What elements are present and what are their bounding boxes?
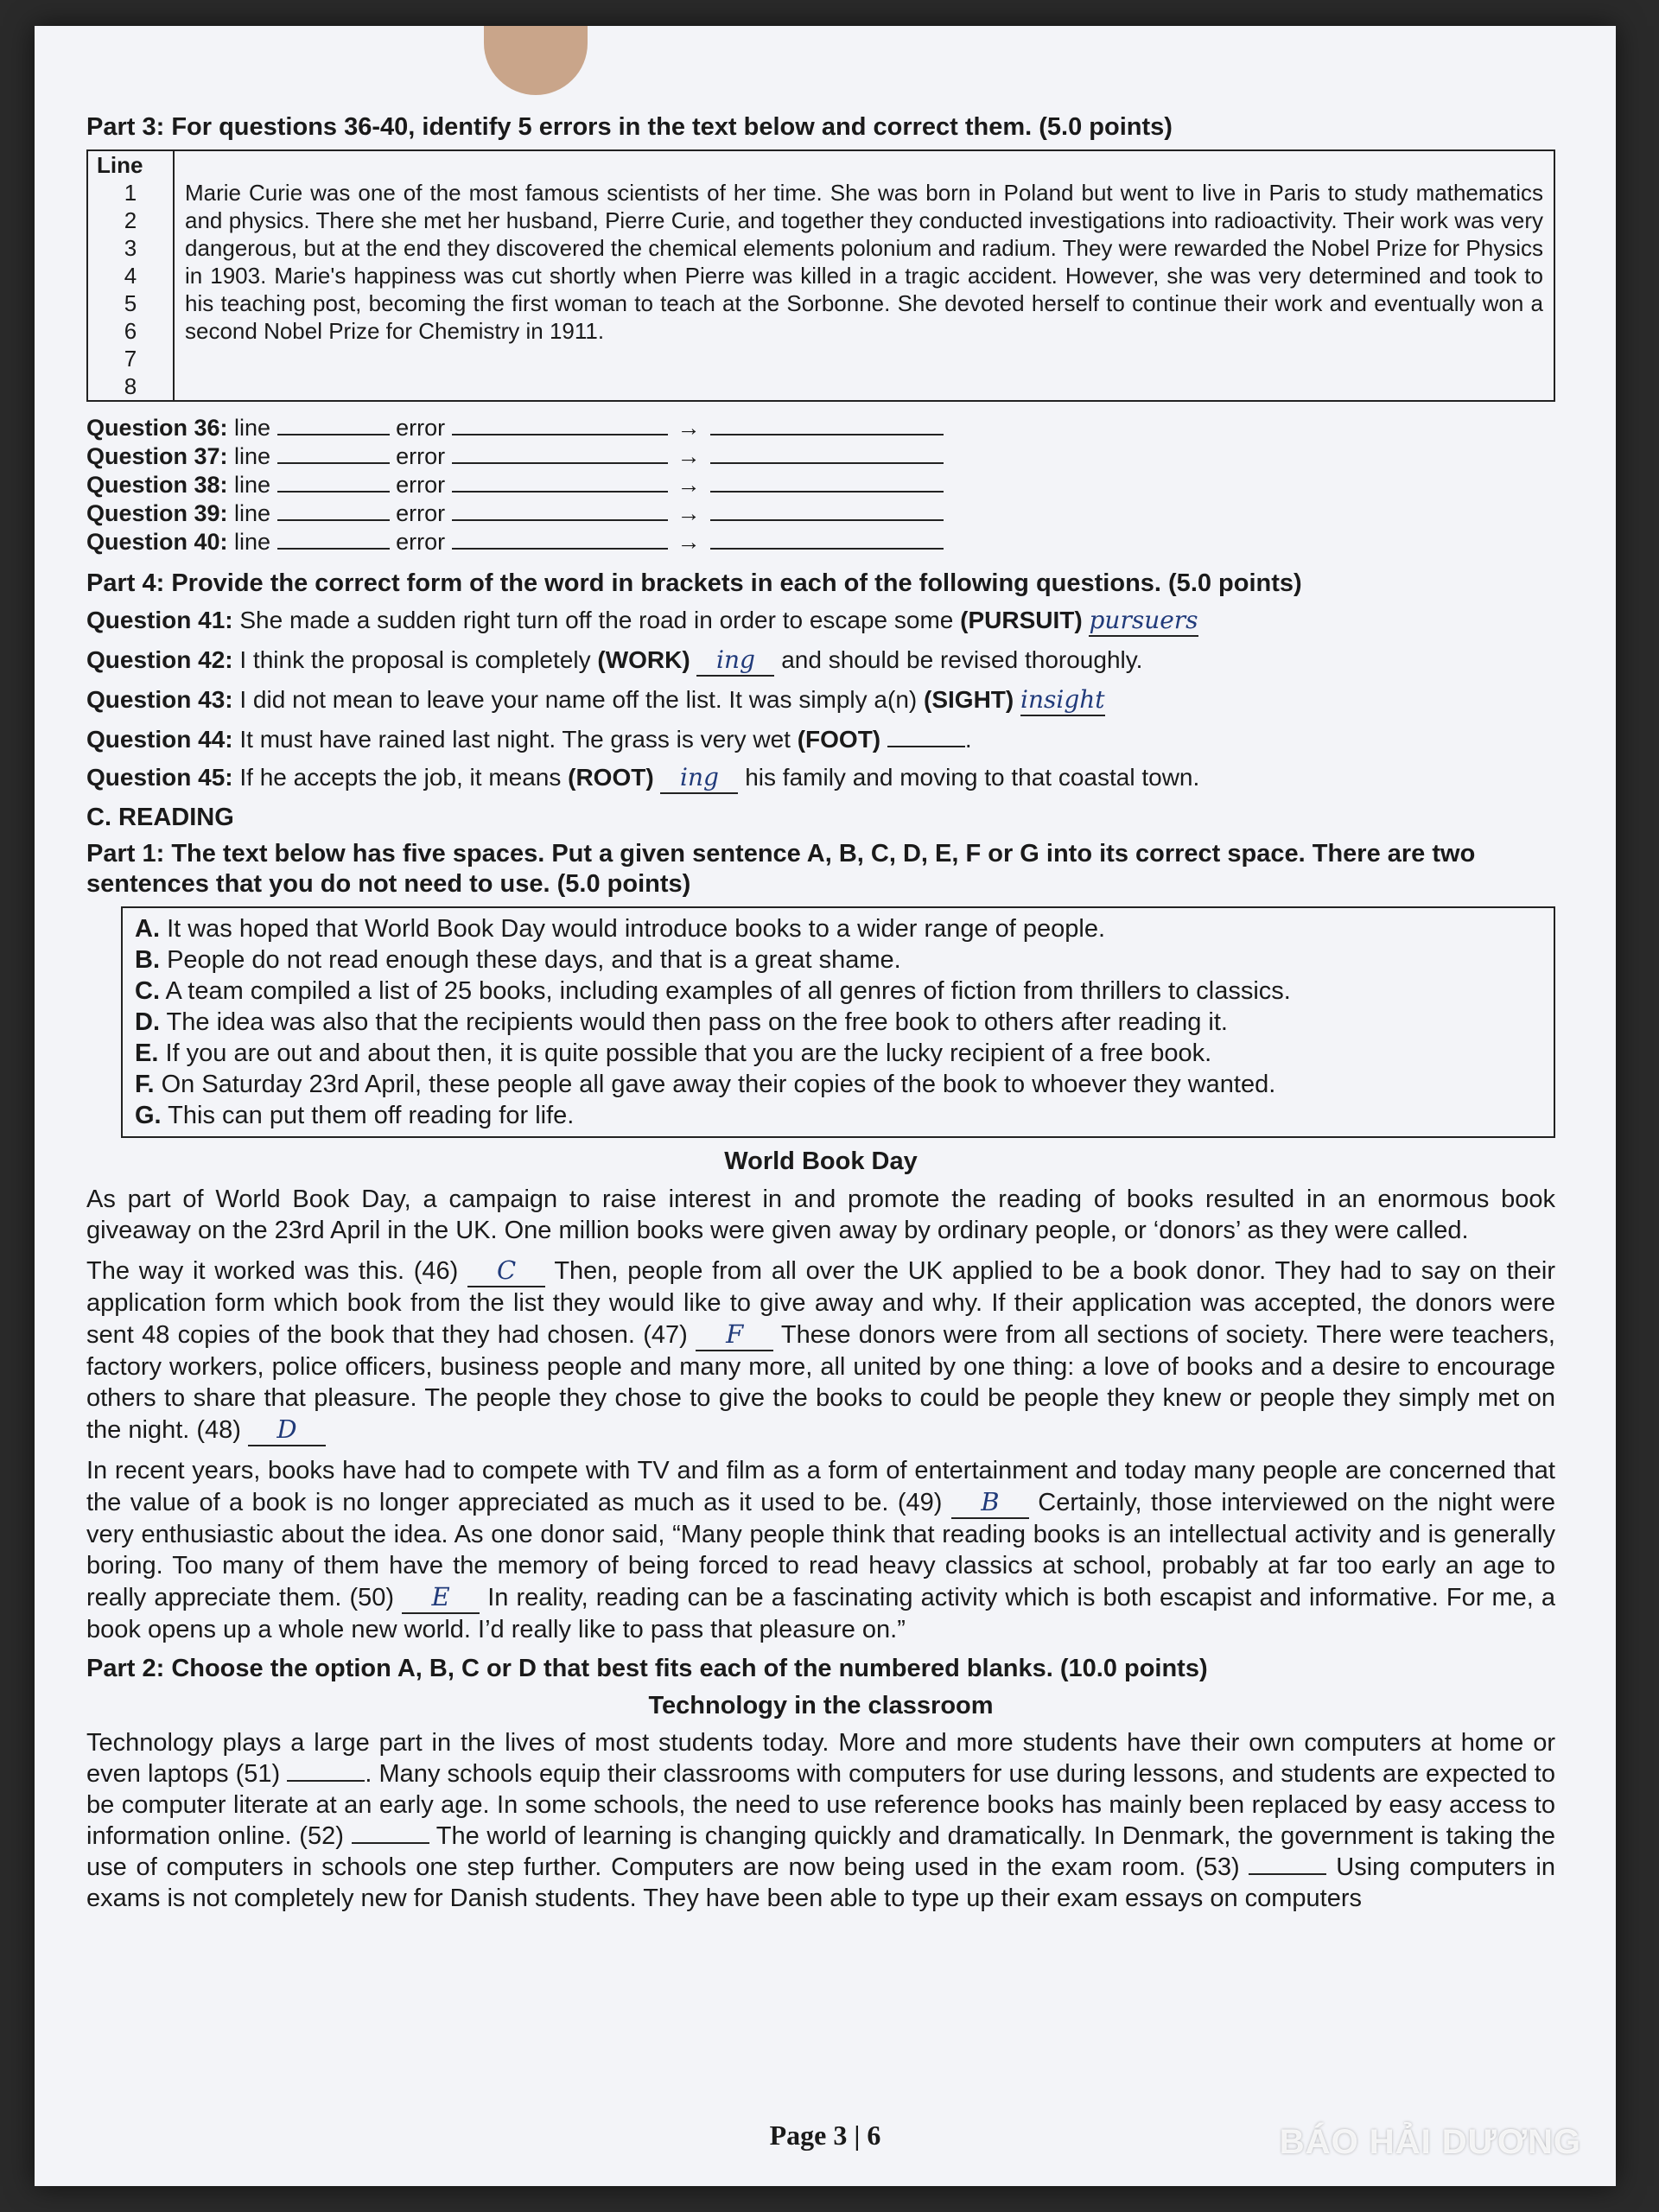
answer-blank[interactable]: insight <box>1020 685 1105 716</box>
marie-curie-text: Marie Curie was one of the most famous scientists of her time. She was born in Poland but went to live in Paris to study mathematics and physics. There she met her husband, Pierre Curie, and together they conducted investigations into radioactivity. Their work was very dangerous, but at the end they discovered the chemical elements polonium and radium. They were rewarded the Nobel Prize for Physics in 1903. Marie's happiness was cut shortly when Pierre was killed in a tragic accident. However, she was very determined and took to his teaching post, becoming the first woman to teach at the Sorbonne. She devoted herself to continue their work and eventually won a second Nobel Prize for Chemistry in 1911. <box>185 179 1543 344</box>
question-label: Question 44: <box>86 725 233 753</box>
bracket-word: (WORK) <box>597 645 690 673</box>
question-text: I think the proposal is completely <box>239 645 591 673</box>
option-letter: A. <box>135 914 160 943</box>
error-word: error <box>396 442 446 469</box>
option-letter: D. <box>135 1007 160 1036</box>
finger-holding-page <box>484 26 588 95</box>
line-answer-blank[interactable] <box>277 472 390 493</box>
technology-title: Technology in the classroom <box>648 1691 994 1719</box>
option-text: It was hoped that World Book Day would introduce books to a wider range of people. <box>167 914 1106 943</box>
line-answer-blank[interactable] <box>277 500 390 521</box>
answer-blank-52[interactable] <box>352 1842 429 1844</box>
correction-blank[interactable] <box>710 472 944 493</box>
question-text-after: and should be revised thoroughly. <box>781 645 1143 673</box>
answer-blank-46[interactable]: C <box>467 1255 545 1287</box>
question-42 <box>86 645 1555 677</box>
question-label: Question 36: <box>86 414 228 441</box>
line-number: 5 <box>124 289 137 316</box>
option-text: A team compiled a list of 25 books, including examples of all genres of fiction from thrillers to classics. <box>165 976 1291 1005</box>
line-label: Line <box>97 151 143 178</box>
arrow-icon: → <box>677 442 701 469</box>
line-answer-blank[interactable] <box>277 529 390 550</box>
option-letter: C. <box>135 976 160 1005</box>
question-43 <box>86 685 1555 716</box>
answer-blank-53[interactable] <box>1249 1873 1326 1875</box>
option-letter: F. <box>135 1070 155 1098</box>
question-label: Question 41: <box>86 606 233 633</box>
tech-paragraph <box>86 1727 1555 1914</box>
question-label: Question 39: <box>86 499 228 526</box>
page-number: Page 3 | 6 <box>769 2120 881 2151</box>
answer-blank[interactable]: ing <box>660 763 738 794</box>
line-number: 1 <box>124 179 137 206</box>
part3-header: Part 3: For questions 36-40, identify 5 errors in the text below and correct them. (5.0 points) <box>86 113 1173 141</box>
question-38 <box>86 471 1555 499</box>
question-37 <box>86 442 1555 471</box>
correction-blank[interactable] <box>710 529 944 550</box>
paragraph-text: In reality, reading can be a fascinating activity which is both escapist and informative. For me, a book opens up a whole new world. I’d really like to pass that pleasure on.” <box>86 1583 1556 1643</box>
exam-page <box>35 26 1616 2186</box>
correction-blank[interactable] <box>710 415 944 435</box>
bracket-word: (PURSUIT) <box>960 606 1083 633</box>
paragraph-text: . Many schools equip their classrooms with computers for use during lessons, and students are expected to be computer literate at an early age. In some schools, the need to use reference books has mainly been replaced by easy access to information online. (52) <box>86 1760 1555 1851</box>
question-40 <box>86 528 1555 556</box>
question-label: Question 37: <box>86 442 228 469</box>
question-text: It must have rained last night. The grass is very wet <box>239 725 791 753</box>
part3-text-table <box>86 149 1555 402</box>
error-word: error <box>396 414 446 441</box>
option-letter: E. <box>135 1039 159 1067</box>
reading-part1-header: Part 1: The text below has five spaces. Put a given sentence A, B, C, D, E, F or G into its correct space. There are two sentences that you do not need to use. (5.0 points) <box>86 840 1476 899</box>
paragraph-text: In recent years, books have had to compete with TV and film as a form of entertainment and today many people are concerned that the value of a book is no longer appreciated as much as it used to be. (49) <box>86 1456 1555 1516</box>
wbd-paragraph-2 <box>86 1255 1555 1446</box>
bracket-word: (FOOT) <box>797 725 881 753</box>
sentence-options-box <box>121 906 1555 1138</box>
bracket-word: (SIGHT) <box>924 685 1014 713</box>
option-text: This can put them off reading for life. <box>168 1101 575 1129</box>
option-c <box>135 976 1541 1007</box>
paragraph-text: Then, people from all over the UK applied to be a book donor. They had to say on their application form which book from the list they would like to give away and why. If their application was accepted, the donors were sent 48 copies of the book that they had chosen. (47) <box>86 1256 1555 1349</box>
question-45 <box>86 763 1555 794</box>
question-44 <box>86 725 1555 754</box>
paragraph-text: Technology plays a large part in the lives of most students today. More and more students have their own computers at home or even laptops (51) <box>86 1729 1555 1789</box>
error-word: error <box>396 471 446 498</box>
line-word: line <box>234 528 271 555</box>
option-e <box>135 1038 1541 1069</box>
option-text: On Saturday 23rd April, these people all gave away their copies of the book to whoever they wanted. <box>161 1070 1276 1098</box>
line-number: 3 <box>124 234 137 261</box>
correction-blank[interactable] <box>710 500 944 521</box>
answer-blank[interactable] <box>887 746 965 747</box>
line-number: 7 <box>124 345 137 372</box>
question-text: I did not mean to leave your name off the list. It was simply a(n) <box>239 685 918 713</box>
line-answer-blank[interactable] <box>277 415 390 435</box>
reading-header: C. READING <box>86 803 234 831</box>
paragraph-text: These donors were from all sections of society. There were teachers, factory workers, police officers, business people and many more, all united by one thing: a love of books and a desire to encourage others to share that pleasure. The people they chose to give the books to could be people they knew or people they simply met on the night. (48) <box>86 1320 1555 1444</box>
option-g <box>135 1100 1541 1131</box>
bracket-word: (ROOT) <box>568 763 654 791</box>
question-label: Question 45: <box>86 763 233 791</box>
question-text-after: . <box>964 725 972 753</box>
option-a <box>135 913 1541 944</box>
error-answer-blank[interactable] <box>452 500 668 521</box>
line-answer-blank[interactable] <box>277 443 390 464</box>
question-text: She made a sudden right turn off the road in order to escape some <box>239 606 954 633</box>
question-label: Question 38: <box>86 471 228 498</box>
correction-blank[interactable] <box>710 443 944 464</box>
error-word: error <box>396 528 446 555</box>
option-text: The idea was also that the recipients would then pass on the free book to others after reading it. <box>166 1007 1228 1036</box>
line-number-column <box>88 151 175 400</box>
arrow-icon: → <box>677 414 701 441</box>
option-text: People do not read enough these days, and that is a great shame. <box>167 945 901 974</box>
page-content <box>86 112 1555 1923</box>
part3-questions <box>86 414 1555 556</box>
arrow-icon: → <box>677 499 701 526</box>
line-word: line <box>234 414 271 441</box>
option-letter: B. <box>135 945 160 974</box>
answer-blank[interactable]: pursuers <box>1089 606 1198 637</box>
answer-blank-50[interactable]: E <box>402 1581 480 1614</box>
line-number: 4 <box>124 262 137 289</box>
reading-part2-header: Part 2: Choose the option A, B, C or D that best fits each of the numbered blanks. (10.0 points) <box>86 1654 1208 1682</box>
option-f <box>135 1069 1541 1100</box>
newspaper-watermark: BÁO HẢI DƯƠNG <box>1279 2123 1581 2161</box>
question-label: Question 42: <box>86 645 233 673</box>
question-41 <box>86 606 1555 637</box>
arrow-icon: → <box>677 471 701 498</box>
question-label: Question 40: <box>86 528 228 555</box>
paragraph-text: Using computers in exams is not completely new for Danish students. They have been able to type up their exam essays on computers <box>86 1853 1556 1913</box>
wbd-paragraph-3 <box>86 1455 1555 1645</box>
option-d <box>135 1007 1541 1038</box>
question-39 <box>86 499 1555 528</box>
option-text: If you are out and about then, it is quite possible that you are the lucky recipient of a free book. <box>165 1039 1212 1067</box>
error-answer-blank[interactable] <box>452 529 668 550</box>
paragraph-text: The world of learning is changing quickly and dramatically. In Denmark, the government is taking the use of computers in schools one step further. Computers are now being used in the exam room. (53) <box>86 1822 1555 1882</box>
answer-blank-51[interactable] <box>287 1780 365 1782</box>
option-letter: G. <box>135 1101 162 1129</box>
question-text: If he accepts the job, it means <box>239 763 562 791</box>
question-label: Question 43: <box>86 685 233 713</box>
line-word: line <box>234 442 271 469</box>
error-answer-blank[interactable] <box>452 415 668 435</box>
question-text-after: his family and moving to that coastal town. <box>745 763 1200 791</box>
option-b <box>135 944 1541 976</box>
answer-blank-49[interactable]: B <box>951 1486 1029 1519</box>
arrow-icon: → <box>677 528 701 555</box>
line-word: line <box>234 499 271 526</box>
wbd-paragraph-1: As part of World Book Day, a campaign to raise interest in and promote the reading of books resulted in an enormous book giveaway on the 23rd April in the UK. One million books were given away by ordinary people, or ‘donors’ as they were called. <box>86 1185 1555 1244</box>
error-word: error <box>396 499 446 526</box>
line-number: 8 <box>124 372 137 399</box>
paragraph-text: The way it worked was this. (46) <box>86 1256 459 1285</box>
world-book-day-title: World Book Day <box>724 1147 918 1175</box>
answer-blank-47[interactable]: F <box>696 1319 773 1351</box>
error-answer-blank[interactable] <box>452 443 668 464</box>
line-number: 6 <box>124 317 137 344</box>
paragraph-text: Certainly, those interviewed on the night were very enthusiastic about the idea. As one donor said, “Many people think that reading books is an intellectual activity and is generally boring. Too many of them have the memory of being forced to read heavy classics at school, probably at far too early an age to really appreciate them. (50) <box>86 1488 1556 1611</box>
answer-blank-48[interactable]: D <box>248 1414 326 1446</box>
question-36 <box>86 414 1555 442</box>
line-word: line <box>234 471 271 498</box>
part4-header: Part 4: Provide the correct form of the word in brackets in each of the following questions. (5.0 points) <box>86 569 1302 597</box>
answer-blank[interactable]: ing <box>696 645 774 677</box>
error-answer-blank[interactable] <box>452 472 668 493</box>
line-number: 2 <box>124 207 137 233</box>
